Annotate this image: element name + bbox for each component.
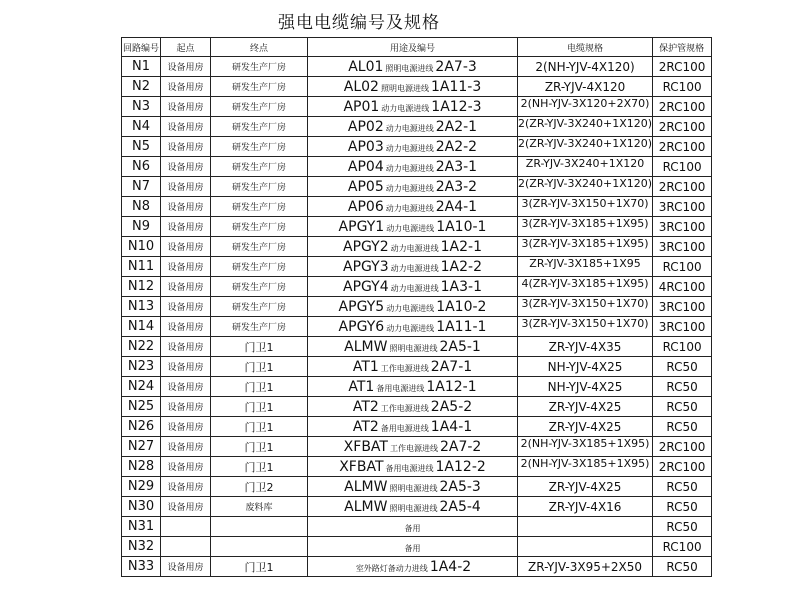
panel-code: APGY4: [343, 278, 389, 295]
cable-spec: [518, 257, 653, 277]
start-point: 设备用房: [161, 317, 211, 337]
panel-code: ALMW: [344, 498, 388, 515]
circuit-id: N25: [122, 397, 161, 417]
cable-spec: [518, 77, 653, 97]
feeder-path: 1A4-1: [430, 418, 473, 435]
cable-spec-text: NH-YJV-4X25: [547, 379, 623, 394]
cable-spec-text: 2(NH-YJV-3X120+2X70): [520, 96, 650, 110]
purpose-code: [308, 157, 518, 177]
table-row: [122, 337, 712, 357]
circuit-id: N30: [122, 497, 161, 517]
feeder-path: 1A11-1: [436, 318, 487, 335]
start-point: [161, 517, 211, 537]
purpose-code: [308, 137, 518, 157]
feeder-path: 2A5-3: [439, 478, 481, 495]
table-row: [122, 197, 712, 217]
start-point: 设备用房: [161, 217, 211, 237]
purpose-desc: 备用电源进线: [380, 423, 429, 433]
panel-code: APGY3: [343, 258, 389, 275]
feeder-path: 1A12-1: [426, 378, 477, 395]
end-point: 门卫1: [211, 557, 308, 577]
purpose-desc: 动力电源进线: [386, 303, 435, 313]
feeder-path: 2A5-1: [439, 338, 481, 355]
panel-code: AT1: [352, 358, 379, 375]
feeder-path: 1A2-1: [440, 238, 482, 255]
panel-code: AP04: [347, 158, 384, 175]
end-point: 研发生产厂房: [211, 77, 308, 97]
table-row: [122, 237, 712, 257]
purpose-desc: 动力电源进线: [390, 283, 439, 293]
start-point: 设备用房: [161, 297, 211, 317]
end-point: 研发生产厂房: [211, 97, 308, 117]
conduit-spec: 2RC100: [653, 437, 712, 457]
cable-spec-text: ZR-YJV-4X16: [548, 499, 622, 514]
panel-code: ALMW: [344, 338, 388, 355]
cable-spec: [518, 117, 653, 137]
feeder-path: 2A7-2: [439, 438, 482, 455]
cable-spec-text: 2(NH-YJV-3X185+1X95): [520, 436, 650, 450]
circuit-id: N9: [122, 217, 161, 237]
feeder-path: 1A12-3: [431, 98, 482, 115]
end-point: 研发生产厂房: [211, 277, 308, 297]
purpose-desc: 动力电源进线: [390, 243, 439, 253]
purpose-code: [308, 117, 518, 137]
conduit-spec: 2RC100: [653, 57, 712, 77]
cable-spec-text: 3(ZR-YJV-3X150+1X70): [521, 296, 649, 310]
conduit-spec: 3RC100: [653, 197, 712, 217]
feeder-path: 2A5-2: [430, 398, 473, 415]
purpose-code: [308, 237, 518, 257]
circuit-id: N26: [122, 417, 161, 437]
end-point: 研发生产厂房: [211, 217, 308, 237]
conduit-spec: 3RC100: [653, 317, 712, 337]
end-point: 门卫2: [211, 477, 308, 497]
cable-spec: [518, 197, 653, 217]
circuit-id: N28: [122, 457, 161, 477]
circuit-id: N2: [122, 77, 161, 97]
cable-spec: [518, 377, 653, 397]
conduit-spec: RC50: [653, 397, 712, 417]
end-point: [211, 517, 308, 537]
end-point: 研发生产厂房: [211, 237, 308, 257]
cable-spec-text: 3(ZR-YJV-3X185+1X95): [521, 216, 649, 230]
panel-code: AL02: [343, 78, 379, 95]
cable-spec: [518, 177, 653, 197]
cable-spec: [518, 57, 653, 77]
circuit-id: N13: [122, 297, 161, 317]
table-row: [122, 497, 712, 517]
start-point: [161, 537, 211, 557]
purpose-desc: 动力电源进线: [390, 263, 439, 273]
end-point: 门卫1: [211, 397, 308, 417]
table-row: [122, 117, 712, 137]
cable-spec: [518, 217, 653, 237]
circuit-id: N32: [122, 537, 161, 557]
purpose-code: [308, 517, 518, 537]
start-point: 设备用房: [161, 397, 211, 417]
feeder-path: 1A10-1: [436, 218, 487, 235]
panel-code: AL01: [348, 58, 384, 75]
start-point: 设备用房: [161, 57, 211, 77]
cable-spec-text: 2(NH-YJV-3X185+1X95): [520, 456, 650, 470]
panel-code: AT2: [352, 398, 379, 415]
end-point: 研发生产厂房: [211, 137, 308, 157]
conduit-spec: RC50: [653, 357, 712, 377]
circuit-id: N3: [122, 97, 161, 117]
table-row: [122, 97, 712, 117]
feeder-path: 1A3-1: [440, 278, 482, 295]
circuit-id: N24: [122, 377, 161, 397]
start-point: 设备用房: [161, 357, 211, 377]
table-row: [122, 257, 712, 277]
purpose-desc: 动力电源进线: [385, 163, 434, 173]
cable-spec-text: ZR-YJV-4X25: [548, 419, 622, 434]
circuit-id: N7: [122, 177, 161, 197]
cable-spec: [518, 397, 653, 417]
feeder-path: 2A4-1: [435, 198, 478, 215]
circuit-id: N8: [122, 197, 161, 217]
cable-spec-text: 3(ZR-YJV-3X185+1X95): [521, 236, 649, 250]
cable-spec-text: 2(NH-YJV-4X120): [535, 59, 635, 74]
panel-code: AP03: [347, 138, 384, 155]
circuit-id: N31: [122, 517, 161, 537]
feeder-path: 1A10-2: [436, 298, 487, 315]
panel-code: APGY2: [343, 238, 389, 255]
table-row: [122, 157, 712, 177]
circuit-id: N22: [122, 337, 161, 357]
conduit-spec: 3RC100: [653, 237, 712, 257]
end-point: 研发生产厂房: [211, 117, 308, 137]
cable-spec: [518, 537, 653, 557]
purpose-code: [308, 557, 518, 577]
cable-spec-text: ZR-YJV-3X95+2X50: [528, 559, 643, 574]
purpose-code: [308, 357, 518, 377]
cable-spec: [518, 457, 653, 477]
header-conduit-spec: 保护管规格: [653, 38, 712, 57]
panel-code: APGY1: [338, 218, 385, 235]
cable-spec-text: ZR-YJV-3X185+1X95: [529, 256, 641, 270]
feeder-path: 2A2-2: [435, 138, 478, 155]
feeder-path: 2A7-1: [430, 358, 473, 375]
conduit-spec: RC100: [653, 537, 712, 557]
cable-spec: [518, 437, 653, 457]
panel-code: ALMW: [344, 478, 388, 495]
feeder-path: 1A4-2: [429, 558, 472, 575]
panel-code: AP01: [343, 98, 380, 115]
circuit-id: N10: [122, 237, 161, 257]
end-point: 门卫1: [211, 377, 308, 397]
purpose-desc: 备用电源进线: [385, 463, 434, 473]
table-row: [122, 397, 712, 417]
start-point: 设备用房: [161, 157, 211, 177]
purpose-desc: 动力电源进线: [381, 103, 430, 113]
table-row: [122, 557, 712, 577]
cable-spec: [518, 557, 653, 577]
conduit-spec: RC100: [653, 257, 712, 277]
circuit-id: N11: [122, 257, 161, 277]
table-row: [122, 177, 712, 197]
table-row: [122, 537, 712, 557]
circuit-id: N29: [122, 477, 161, 497]
purpose-desc: 动力电源进线: [385, 123, 434, 133]
purpose-code: [308, 377, 518, 397]
feeder-path: 1A2-2: [440, 258, 482, 275]
circuit-id: N27: [122, 437, 161, 457]
conduit-spec: RC100: [653, 157, 712, 177]
table-row: [122, 277, 712, 297]
start-point: 设备用房: [161, 97, 211, 117]
circuit-id: N5: [122, 137, 161, 157]
purpose-code: [308, 97, 518, 117]
cable-spec: [518, 277, 653, 297]
feeder-path: 2A3-2: [435, 178, 478, 195]
cable-spec-text: ZR-YJV-3X240+1X120: [525, 156, 645, 170]
header-start: 起点: [161, 38, 211, 57]
table-row: [122, 437, 712, 457]
cable-spec: [518, 137, 653, 157]
end-point: 门卫1: [211, 437, 308, 457]
table-row: [122, 377, 712, 397]
cable-spec: [518, 97, 653, 117]
cable-spec: [518, 317, 653, 337]
purpose-desc: 照明电源进线: [389, 483, 438, 493]
purpose-code: [308, 477, 518, 497]
circuit-id: N4: [122, 117, 161, 137]
start-point: 设备用房: [161, 557, 211, 577]
purpose-code: [308, 297, 518, 317]
cable-spec-text: 2(ZR-YJV-3X240+1X120): [518, 136, 653, 150]
start-point: 设备用房: [161, 377, 211, 397]
cable-spec: [518, 517, 653, 537]
header-circuit-id: 回路编号: [122, 38, 161, 57]
end-point: 门卫1: [211, 457, 308, 477]
table-row: [122, 477, 712, 497]
purpose-desc: 工作电源进线: [389, 443, 438, 453]
purpose-code: [308, 197, 518, 217]
header-end: 终点: [211, 38, 308, 57]
end-point: 门卫1: [211, 417, 308, 437]
end-point: 废料库: [211, 497, 308, 517]
start-point: 设备用房: [161, 197, 211, 217]
end-point: 研发生产厂房: [211, 177, 308, 197]
table-row: [122, 357, 712, 377]
circuit-id: N33: [122, 557, 161, 577]
purpose-code: [308, 317, 518, 337]
cable-spec: [518, 417, 653, 437]
cable-spec: [518, 157, 653, 177]
conduit-spec: 3RC100: [653, 217, 712, 237]
feeder-path: 1A11-3: [430, 78, 482, 95]
cable-spec-text: 3(ZR-YJV-3X150+1X70): [521, 196, 649, 210]
purpose-code: [308, 337, 518, 357]
table-row: [122, 317, 712, 337]
start-point: 设备用房: [161, 257, 211, 277]
table-row: [122, 137, 712, 157]
panel-code: AP06: [347, 198, 384, 215]
circuit-id: N6: [122, 157, 161, 177]
purpose-code: [308, 177, 518, 197]
feeder-path: 2A7-3: [435, 58, 477, 75]
purpose-code: [308, 217, 518, 237]
circuit-id: N12: [122, 277, 161, 297]
purpose-code: [308, 397, 518, 417]
end-point: 门卫1: [211, 337, 308, 357]
purpose-desc: 照明电源进线: [389, 343, 438, 353]
cable-spec-text: ZR-YJV-4X25: [548, 399, 622, 414]
table-row: [122, 517, 712, 537]
conduit-spec: 2RC100: [653, 137, 712, 157]
conduit-spec: RC50: [653, 377, 712, 397]
purpose-desc: 动力电源进线: [385, 203, 434, 213]
table-row: [122, 297, 712, 317]
cable-spec: [518, 477, 653, 497]
cable-spec-text: 3(ZR-YJV-3X150+1X70): [521, 316, 649, 330]
feeder-path: 2A3-1: [435, 158, 478, 175]
panel-code: AT1: [348, 378, 375, 395]
table-row: [122, 217, 712, 237]
start-point: 设备用房: [161, 417, 211, 437]
purpose-code: [308, 57, 518, 77]
panel-code: APGY6: [338, 318, 385, 335]
purpose-desc: 工作电源进线: [380, 363, 429, 373]
purpose-desc: 备用: [404, 543, 421, 553]
start-point: 设备用房: [161, 137, 211, 157]
cable-spec: [518, 237, 653, 257]
purpose-desc: 动力电源进线: [386, 323, 435, 333]
conduit-spec: RC50: [653, 417, 712, 437]
circuit-id: N1: [122, 57, 161, 77]
purpose-desc: 备用: [404, 523, 421, 533]
cable-spec-text: 2(ZR-YJV-3X240+1X120): [518, 116, 653, 130]
purpose-desc: 室外路灯备动力进线: [355, 563, 428, 573]
header-cable-spec: 电缆规格: [518, 38, 653, 57]
end-point: 研发生产厂房: [211, 157, 308, 177]
purpose-desc: 照明电源进线: [385, 63, 434, 73]
cable-spec-text: ZR-YJV-4X35: [548, 339, 622, 354]
start-point: 设备用房: [161, 437, 211, 457]
purpose-code: [308, 437, 518, 457]
conduit-spec: RC50: [653, 557, 712, 577]
start-point: 设备用房: [161, 277, 211, 297]
start-point: 设备用房: [161, 237, 211, 257]
panel-code: XFBAT: [343, 438, 388, 455]
circuit-id: N23: [122, 357, 161, 377]
purpose-code: [308, 257, 518, 277]
panel-code: AP02: [347, 118, 384, 135]
start-point: 设备用房: [161, 177, 211, 197]
end-point: 研发生产厂房: [211, 297, 308, 317]
header-purpose: 用途及编号: [308, 38, 518, 57]
conduit-spec: RC50: [653, 477, 712, 497]
table-row: [122, 417, 712, 437]
purpose-desc: 照明电源进线: [389, 503, 438, 513]
feeder-path: 1A12-2: [435, 458, 486, 475]
conduit-spec: 2RC100: [653, 177, 712, 197]
table-row: [122, 457, 712, 477]
purpose-desc: 备用电源进线: [376, 383, 425, 393]
cable-spec-text: ZR-YJV-4X25: [548, 479, 622, 494]
conduit-spec: 4RC100: [653, 277, 712, 297]
purpose-code: [308, 77, 518, 97]
cable-spec: [518, 497, 653, 517]
end-point: 研发生产厂房: [211, 317, 308, 337]
purpose-desc: 动力电源进线: [385, 143, 434, 153]
start-point: 设备用房: [161, 477, 211, 497]
cable-spec-text: 2(ZR-YJV-3X240+1X120): [518, 176, 653, 190]
conduit-spec: 2RC100: [653, 457, 712, 477]
start-point: 设备用房: [161, 117, 211, 137]
purpose-code: [308, 497, 518, 517]
purpose-code: [308, 457, 518, 477]
start-point: 设备用房: [161, 337, 211, 357]
circuit-id: N14: [122, 317, 161, 337]
cable-spec: [518, 337, 653, 357]
conduit-spec: 2RC100: [653, 97, 712, 117]
start-point: 设备用房: [161, 77, 211, 97]
conduit-spec: 3RC100: [653, 297, 712, 317]
cable-spec-text: NH-YJV-4X25: [547, 359, 623, 374]
feeder-path: 2A2-1: [435, 118, 478, 135]
table-row: [122, 77, 712, 97]
cable-spec-text: ZR-YJV-4X120: [544, 79, 626, 94]
table-body: [122, 57, 712, 577]
conduit-spec: RC50: [653, 497, 712, 517]
conduit-spec: RC50: [653, 517, 712, 537]
purpose-desc: 动力电源进线: [385, 183, 434, 193]
purpose-code: [308, 277, 518, 297]
panel-code: APGY5: [338, 298, 385, 315]
panel-code: AP05: [347, 178, 384, 195]
conduit-spec: RC100: [653, 337, 712, 357]
end-point: 门卫1: [211, 357, 308, 377]
cable-spec-text: 4(ZR-YJV-3X185+1X95): [521, 276, 649, 290]
start-point: 设备用房: [161, 497, 211, 517]
cable-spec: [518, 357, 653, 377]
table-title: 强电电缆编号及规格: [278, 13, 440, 33]
end-point: 研发生产厂房: [211, 197, 308, 217]
conduit-spec: RC100: [653, 77, 712, 97]
start-point: 设备用房: [161, 457, 211, 477]
end-point: 研发生产厂房: [211, 257, 308, 277]
purpose-code: [308, 537, 518, 557]
table-row: [122, 57, 712, 77]
conduit-spec: 2RC100: [653, 117, 712, 137]
cable-spec-table: [121, 37, 712, 577]
panel-code: XFBAT: [339, 458, 384, 475]
end-point: [211, 537, 308, 557]
feeder-path: 2A5-4: [439, 498, 481, 515]
purpose-desc: 工作电源进线: [380, 403, 429, 413]
cable-spec: [518, 297, 653, 317]
panel-code: AT2: [352, 418, 379, 435]
table-header-row: [122, 38, 712, 57]
end-point: 研发生产厂房: [211, 57, 308, 77]
purpose-desc: 照明电源进线: [380, 83, 429, 93]
purpose-desc: 动力电源进线: [386, 223, 435, 233]
purpose-code: [308, 417, 518, 437]
